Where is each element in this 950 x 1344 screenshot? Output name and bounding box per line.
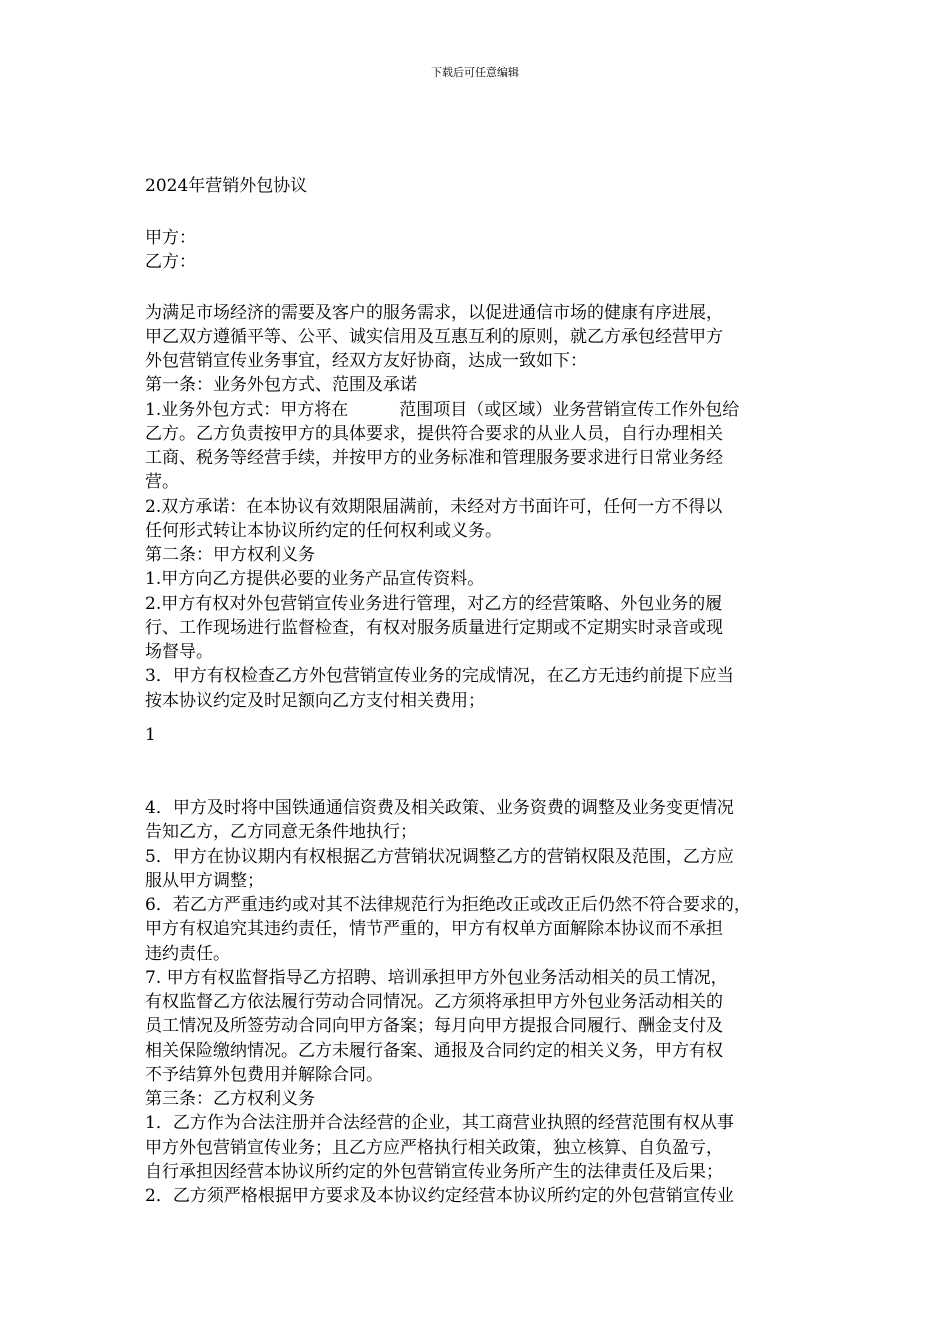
article2-line: 违约责任。: [145, 944, 230, 964]
article1-line: 1.业务外包方式：甲方将在 范围项目（或区域）业务营销宣传工作外包给: [145, 400, 740, 420]
article2-line: 5．甲方在协议期内有权根据乙方营销状况调整乙方的营销权限及范围，乙方应: [145, 847, 734, 867]
article2-line: 1.甲方向乙方提供必要的业务产品宣传资料。: [145, 569, 485, 589]
article1-heading: 第一条：业务外包方式、范围及承诺: [145, 375, 417, 395]
article1-line: 2.双方承诺：在本协议有效期限届满前，未经对方书面许可，任何一方不得以: [145, 497, 723, 517]
article3-line: 自行承担因经营本协议所约定的外包营销宣传业务所产生的法律责任及后果；: [145, 1162, 723, 1182]
download-note: 下载后可任意编辑: [431, 66, 519, 79]
article1-line: 营。: [145, 472, 179, 492]
article3-line: 2．乙方须严格根据甲方要求及本协议约定经营本协议所约定的外包营销宣传业: [145, 1186, 734, 1206]
article2-line: 告知乙方，乙方同意无条件地执行；: [145, 822, 417, 842]
article2-line: 相关保险缴纳情况。乙方未履行备案、通报及合同约定的相关义务，甲方有权: [145, 1041, 723, 1061]
page-number: 1: [145, 725, 156, 745]
article2-line: 服从甲方调整；: [145, 871, 264, 891]
article2-line: 员工情况及所签劳动合同向甲方备案；每月向甲方提报合同履行、酬金支付及: [145, 1016, 723, 1036]
document-title: 2024年营销外包协议: [145, 176, 308, 196]
article2-line: 7. 甲方有权监督指导乙方招聘、培训承担甲方外包业务活动相关的员工情况，: [145, 968, 728, 988]
article3-line: 1．乙方作为合法注册并合法经营的企业，其工商营业执照的经营范围有权从事: [145, 1113, 734, 1133]
article2-line: 4．甲方及时将中国铁通通信资费及相关政策、业务资费的调整及业务变更情况: [145, 798, 734, 818]
article2-line: 行、工作现场进行监督检查，有权对服务质量进行定期或不定期实时录音或现: [145, 618, 723, 638]
article2-line: 有权监督乙方依法履行劳动合同情况。乙方须将承担甲方外包业务活动相关的: [145, 992, 723, 1012]
party-b-label: 乙方：: [145, 252, 196, 272]
article2-line: 按本协议约定及时足额向乙方支付相关费用；: [145, 691, 485, 711]
intro-line: 外包营销宣传业务事宜，经双方友好协商，达成一致如下：: [145, 351, 587, 371]
article2-line: 3．甲方有权检查乙方外包营销宣传业务的完成情况，在乙方无违约前提下应当: [145, 666, 734, 686]
article2-line: 6．若乙方严重违约或对其不法律规范行为拒绝改正或改正后仍然不符合要求的，: [145, 895, 751, 915]
article1-line: 乙方。乙方负责按甲方的具体要求，提供符合要求的从业人员，自行办理相关: [145, 424, 723, 444]
article1-line: 工商、税务等经营手续，并按甲方的业务标准和管理服务要求进行日常业务经: [145, 448, 723, 468]
intro-line: 为满足市场经济的需要及客户的服务需求，以促进通信市场的健康有序进展，: [145, 303, 723, 323]
article2-line: 2.甲方有权对外包营销宣传业务进行管理，对乙方的经营策略、外包业务的履: [145, 594, 723, 614]
article2-heading: 第二条：甲方权利义务: [145, 545, 315, 565]
article3-heading: 第三条：乙方权利义务: [145, 1089, 315, 1109]
article2-line: 甲方有权追究其违约责任，情节严重的，甲方有权单方面解除本协议而不承担: [145, 919, 723, 939]
article2-line: 不予结算外包费用并解除合同。: [145, 1065, 383, 1085]
article2-line: 场督导。: [145, 642, 213, 662]
article3-line: 甲方外包营销宣传业务；且乙方应严格执行相关政策，独立核算、自负盈亏，: [145, 1138, 723, 1158]
intro-line: 甲乙双方遵循平等、公平、诚实信用及互惠互利的原则，就乙方承包经营甲方: [145, 327, 723, 347]
party-a-label: 甲方：: [145, 228, 196, 248]
article1-line: 任何形式转让本协议所约定的任何权利或义务。: [145, 521, 502, 541]
